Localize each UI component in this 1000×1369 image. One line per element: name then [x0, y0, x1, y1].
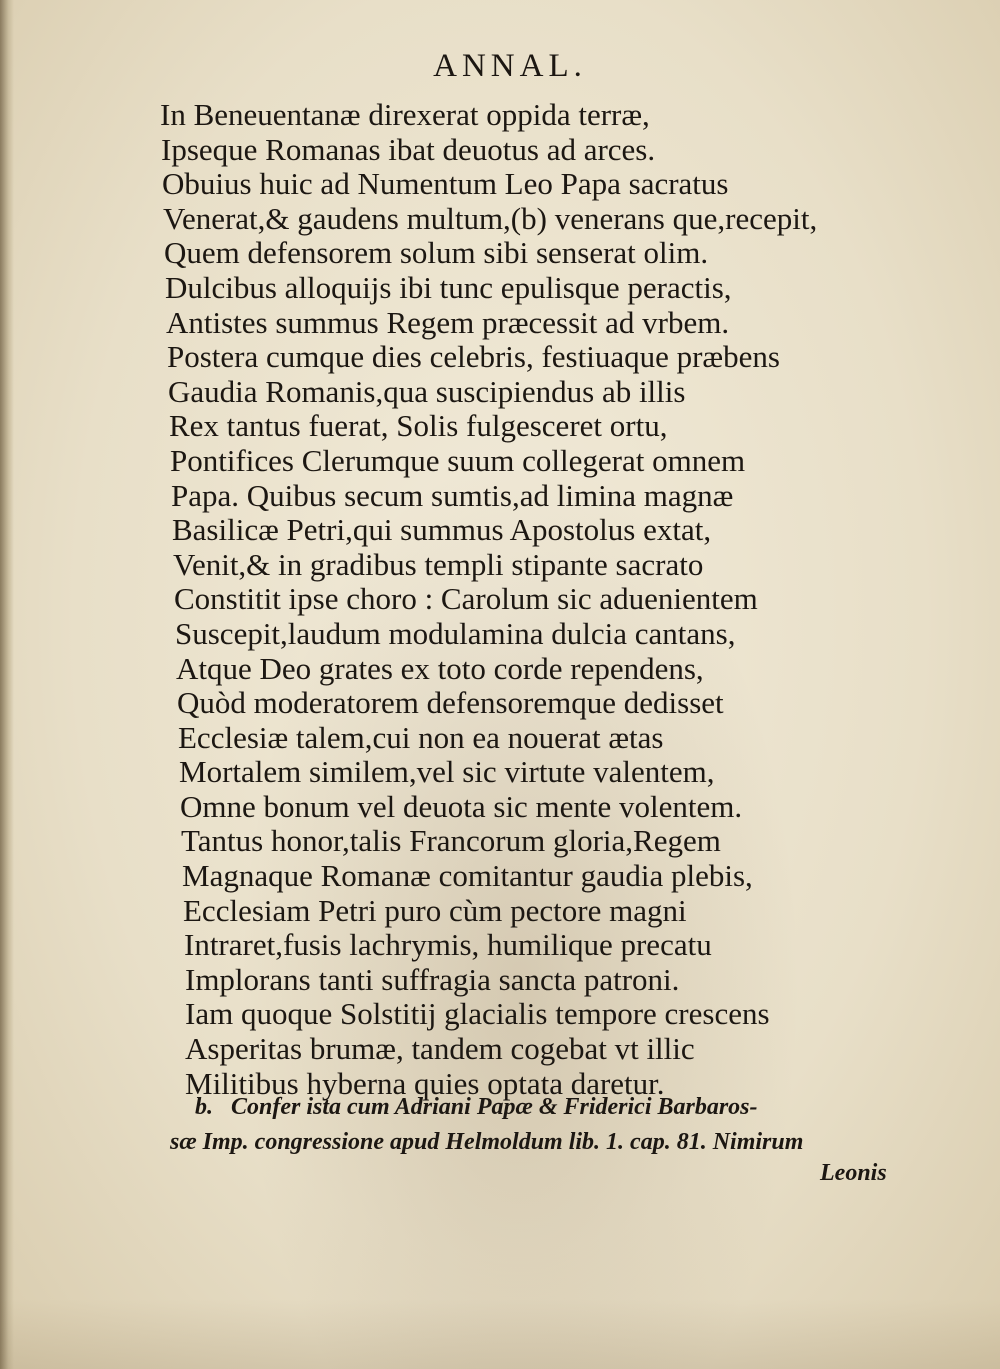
verse-line: Omne bonum vel deuota sic mente volentem. — [180, 788, 743, 824]
running-header — [0, 48, 1000, 85]
verse-line: Rex tantus fuerat, Solis fulgesceret ortu, — [169, 408, 668, 444]
footnote — [170, 1090, 915, 1160]
verse-line: In Beneuentanæ direxerat oppida terræ, — [160, 97, 650, 132]
verse-line: Suscepit,laudum modulamina dulcia cantans, — [175, 615, 736, 651]
verse-line: Atque Deo grates ex toto corde rependens, — [176, 650, 704, 686]
catchword: Leonis — [820, 1160, 887, 1186]
verse-line: Basilicæ Petri,qui summus Apostolus extat, — [172, 512, 712, 548]
verse-line: Ecclesiam Petri puro cùm pectore magni — [183, 892, 687, 928]
verse-line: Ecclesiæ talem,cui non ea nouerat ætas — [178, 719, 664, 755]
verse-line: Intraret,fusis lachrymis, humilique precatu — [184, 927, 712, 963]
verse-line: Iam quoque Solstitij glacialis tempore crescens — [185, 996, 770, 1032]
verse-line: Postera cumque dies celebris, festiuaque præbens — [167, 339, 780, 375]
verse-line: Venerat,& gaudens multum,(b) venerans que,recepit, — [163, 200, 818, 236]
verse-text — [160, 98, 920, 1101]
verse-line: Ipseque Romanas ibat deuotus ad arces. — [161, 131, 656, 167]
footnote-text-1: Confer ista cum Adriani Papæ & Friderici Barbaros- — [231, 1094, 758, 1120]
verse-line: Obuius huic ad Numentum Leo Papa sacratus — [162, 166, 729, 202]
running-header-text: ANNAL. — [433, 48, 587, 84]
verse-line: Dulcibus alloquijs ibi tunc epulisque peractis, — [165, 269, 732, 305]
verse-line: Antistes summus Regem præcessit ad vrbem. — [166, 304, 730, 340]
footnote-line-2: sæ Imp. congressione apud Helmoldum lib. 1. cap. 81. Nimirum — [170, 1129, 804, 1155]
page-binding-edge — [0, 0, 14, 1369]
verse-line: Militibus hyberna quies optata daretur. — [185, 1065, 665, 1101]
verse-line: Mortalem similem,vel sic virtute valentem, — [179, 754, 715, 790]
footnote-line-1 — [195, 1090, 915, 1125]
verse-line: Asperitas brumæ, tandem cogebat vt illic — [185, 1031, 695, 1067]
page-shadow — [0, 1299, 1000, 1369]
verse-line: Pontifices Clerumque suum collegerat omnem — [170, 442, 746, 478]
verse-line: Papa. Quibus secum sumtis,ad limina magnæ — [171, 477, 734, 513]
verse-line: Tantus honor,talis Francorum gloria,Regem — [181, 823, 721, 859]
verse-line: Quòd moderatorem defensoremque dedisset — [177, 685, 724, 721]
verse-line: Magnaque Romanæ comitantur gaudia plebis, — [182, 858, 753, 894]
verse-line: Venit,& in gradibus templi stipante sacrato — [173, 546, 704, 582]
verse-line: Gaudia Romanis,qua suscipiendus ab illis — [168, 373, 686, 409]
footnote-marker: b. — [195, 1094, 213, 1120]
verse-line: Implorans tanti suffragia sancta patroni. — [185, 961, 680, 997]
verse-line: Quem defensorem solum sibi senserat olim. — [164, 235, 709, 271]
verse-line: Constitit ipse choro : Carolum sic aduenientem — [174, 581, 758, 617]
